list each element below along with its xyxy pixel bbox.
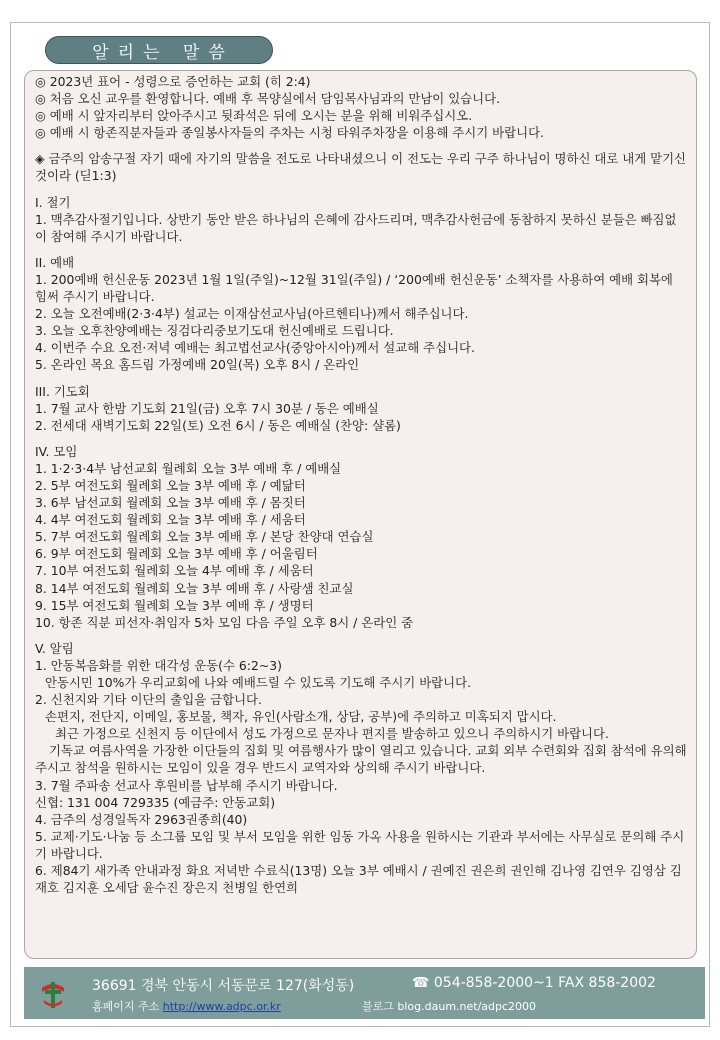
season-item-1: 1. 맥추감사절기입니다. 상반기 동안 받은 하나님의 은혜에 감사드리며, 맥추감사헌금에 동참하지 못하신 분들은 빠짐없이 참여해 주시기 바랍니다.: [35, 211, 677, 244]
section-heading-news: V. 알림: [35, 640, 74, 656]
page-title-text: 알리는 말씀: [92, 42, 234, 63]
section-heading-prayer: III. 기도회: [35, 383, 90, 399]
news-item-4: 4. 금주의 성경일독자 2963권종희(40): [35, 811, 248, 827]
footer-blog: 블로그 blog.daum.net/adpc2000: [362, 1000, 537, 1013]
meeting-item-8: 8. 14부 여전도회 월례회 오늘 3부 예배 후 / 사랑샘 친교실: [35, 580, 354, 596]
section-heading-worship: II. 예배: [35, 254, 75, 270]
section-heading-meetings: IV. 모임: [35, 443, 78, 459]
news-item-3-account: 신협: 131 004 729335 (예금주: 안동교회): [35, 794, 276, 810]
meeting-item-5: 5. 7부 여전도회 월례회 오늘 3부 예배 후 / 본당 찬양대 연습실: [35, 529, 374, 545]
news-item-2-title: 2. 신천지와 기타 이단의 출입을 금합니다.: [35, 692, 262, 708]
section-heading-season: I. 절기: [35, 194, 71, 210]
meeting-item-9: 9. 15부 여전도회 월례회 오늘 3부 예배 후 / 생명터: [35, 597, 314, 613]
worship-item-1: 1. 200예배 헌신운동 2023년 1월 1일(주일)~12월 31일(주일) / ‘200예배 헌신운동’ 소책자를 사용하여 예배 회복에 힘써 주시기 바랍니다.: [35, 271, 673, 305]
meeting-item-1: 1. 1·2·3·4부 남선교회 월례회 오늘 3부 예배 후 / 예배실: [35, 460, 342, 476]
news-item-2-line-1: 손편지, 전단지, 이메일, 홍보물, 책자, 유인(사람소개, 상담, 공부)에 주의하고 미혹되지 맙시다.: [45, 709, 557, 725]
meeting-item-3: 3. 6부 남선교회 월례회 오늘 3부 예배 후 / 몸짓터: [35, 495, 306, 511]
footer-homepage-label: 홈페이지 주소: [92, 1000, 160, 1013]
memory-verse: ◈ 금주의 암송구절 자기 때에 자기의 말씀을 전도로 나타내셨으니 이 전도는 우리 구주 하나님이 명하신 대로 내게 맡기신 것이라 (딛1:3): [35, 151, 687, 184]
meeting-item-4: 4. 4부 여전도회 월례회 오늘 3부 예배 후 / 세움터: [35, 512, 306, 528]
meeting-item-10: 10. 항존 직분 피선자·취임자 5차 모임 다음 주일 오후 8시 / 온라인 줌: [35, 614, 414, 630]
footer-phone-fax: ☎ 054-858-2000~1 FAX 858-2002: [412, 975, 656, 991]
meeting-item-6: 6. 9부 여전도회 월례회 오늘 3부 예배 후 / 어울림터: [35, 546, 318, 562]
footer-bar: [24, 967, 705, 1019]
worship-item-2: 2. 오늘 오전예배(2·3·4부) 설교는 이재삼선교사님(아르헨티나)께서 해주십니다.: [35, 306, 469, 322]
homepage-link[interactable]: http://www.adpc.or.kr: [162, 1000, 281, 1013]
footer-address: 36691 경북 안동시 서동문로 127(화성동): [92, 978, 355, 994]
notice-seating: ◎ 예배 시 앞자리부터 앉아주시고 뒷좌석은 뒤에 오시는 분을 위해 비워주십시오.: [35, 108, 473, 124]
church-logo-icon: [38, 978, 68, 1010]
notice-welcome: ◎ 처음 오신 교우를 환영합니다. 예배 후 목양실에서 담임목사님과의 만남이 있습니다.: [35, 91, 501, 107]
notice-motto: ◎ 2023년 표어 - 성령으로 증언하는 교회 (히 2:4): [35, 74, 311, 89]
worship-item-4: 4. 이번주 수요 오전·저녁 예배는 최고법선교사(중앙아시아)께서 설교해 주십니다.: [35, 340, 475, 356]
news-item-2-extra: 기독교 여름사역을 가장한 이단들의 집회 및 여름행사가 많이 열리고 있습니다. 교회 외부 수련회와 집회 참석에 유의해주시고 참석을 원하시는 모임이 있을 경우 반드시 교역자와 상의해 주시기 바랍니다.: [35, 743, 687, 776]
notice-parking: ◎ 예배 시 항존직분자들과 종일봉사자들의 주차는 시청 타워주차장을 이용해 주시기 바랍니다.: [35, 125, 544, 141]
news-item-2-line-2: 최근 가정으로 신천지 등 이단에서 성도 가정으로 문자나 편지를 발송하고 있으니 주의하시기 바랍니다.: [55, 726, 609, 742]
prayer-item-1: 1. 7월 교사 한밤 기도회 21일(금) 오후 7시 30분 / 동은 예배실: [35, 400, 379, 416]
worship-item-3: 3. 오늘 오후찬양예배는 징검다리중보기도대 헌신예배로 드립니다.: [35, 323, 394, 339]
news-item-6: 6. 제84기 새가족 안내과정 화요 저녁반 수료식(13명) 오늘 3부 예배시 / 권예진 권은희 권인해 김나영 김연우 김영삼 김재호 김지훈 오세담 윤수진 장은지 천병일 한연희: [35, 863, 682, 896]
news-item-1-body: 안동시민 10%가 우리교회에 나와 예배드릴 수 있도록 기도해 주시기 바랍니다.: [45, 675, 472, 690]
meeting-item-7: 7. 10부 여전도회 월례회 오늘 4부 예배 후 / 세움터: [35, 563, 314, 579]
news-item-5: 5. 교제·기도·나눔 등 소그룹 모임 및 부서 모임을 위한 임동 가옥 사용을 원하시는 기관과 부서에는 사무실로 문의해 주시기 바랍니다.: [35, 828, 685, 861]
news-item-3-title: 3. 7월 주파송 선교사 후원비를 납부해 주시기 바랍니다.: [35, 777, 338, 793]
page-title: [45, 36, 273, 64]
news-item-1-title: 1. 안동복음화를 위한 대각성 운동(수 6:2~3): [35, 657, 282, 673]
prayer-item-2: 2. 전세대 새벽기도회 22일(토) 오전 6시 / 동은 예배실 (찬양: 샬롬): [35, 417, 401, 433]
worship-item-5: 5. 온라인 목요 홈드림 가정예배 20일(목) 오후 8시 / 온라인: [35, 357, 360, 373]
meeting-item-2: 2. 5부 여전도회 월례회 오늘 3부 예배 후 / 예닮터: [35, 477, 306, 493]
notice-content: [24, 70, 697, 959]
